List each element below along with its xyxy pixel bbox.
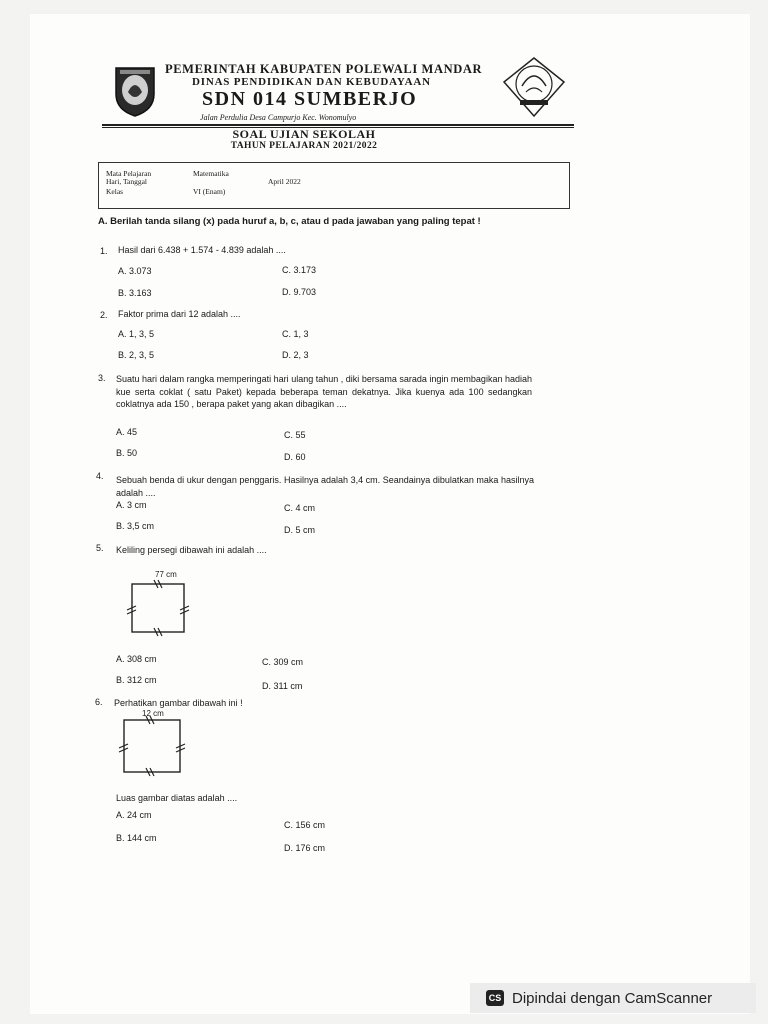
question-number: 1.	[100, 246, 108, 256]
option-b[interactable]: B. 50	[116, 448, 138, 458]
date-value: April 2022	[268, 177, 301, 186]
option-d[interactable]: D. 176 cm	[284, 843, 326, 853]
date-label: Hari, Tanggal	[106, 177, 147, 186]
letterhead-rule	[102, 124, 574, 126]
question-followup: Luas gambar diatas adalah ....	[116, 793, 238, 803]
question-text: Faktor prima dari 12 adalah ....	[118, 309, 241, 319]
option-c[interactable]: C. 156 cm	[284, 820, 326, 830]
question-text: Suatu hari dalam rangka memperingati hari ulang tahun , diki bersama sarada ingin membagikan hadiah kue serta coklat ( satu Paket) kepada beberapa teman dekatnya. Jika kuenya ada 100 sedangkan coklatnya ada 150 , berapa paket yang akan dibagikan ....	[116, 374, 532, 409]
section-a-instruction: A. Berilah tanda silang (x) pada huruf a, b, c, atau d pada jawaban yang paling tepat !	[98, 216, 481, 227]
exam-year: TAHUN PELAJARAN 2021/2022	[230, 141, 378, 151]
subject-label: Mata Pelajaran	[106, 169, 152, 178]
student-info-box	[98, 162, 570, 209]
question-text: Perhatikan gambar dibawah ini !	[114, 698, 243, 708]
option-b[interactable]: B. 2, 3, 5	[118, 350, 155, 360]
option-b[interactable]: B. 144 cm	[116, 833, 157, 843]
school-name: SDN 014 SUMBERJO	[202, 88, 418, 110]
figure-label-q6: 12 cm	[142, 709, 164, 718]
option-b[interactable]: B. 3.163	[118, 288, 152, 298]
option-c[interactable]: C. 55	[284, 430, 306, 440]
option-d[interactable]: D. 60	[284, 452, 306, 462]
question-number: 4.	[96, 471, 104, 481]
question-number: 5.	[96, 543, 104, 553]
subject-value: Matematika	[193, 169, 229, 178]
camscanner-text: Dipindai dengan CamScanner	[512, 989, 713, 1007]
option-b[interactable]: B. 312 cm	[116, 675, 157, 685]
class-label: Kelas	[106, 187, 124, 196]
tut-wuri-handayani-logo	[502, 56, 566, 118]
option-a[interactable]: A. 308 cm	[116, 654, 157, 664]
question-number: 2.	[100, 310, 108, 320]
option-a[interactable]: A. 3 cm	[116, 500, 147, 510]
option-c[interactable]: C. 4 cm	[284, 503, 316, 513]
letterhead-line1: PEMERINTAH KABUPATEN POLEWALI MANDAR	[165, 62, 483, 76]
option-d[interactable]: D. 5 cm	[284, 525, 316, 535]
option-a[interactable]: A. 1, 3, 5	[118, 329, 155, 339]
class-value: VI (Enam)	[193, 187, 226, 196]
option-d[interactable]: D. 9.703	[282, 287, 317, 297]
camscanner-logo-icon: CS	[486, 990, 504, 1006]
school-address: Jalan Perdulia Desa Campurjo Kec. Wonomulyo	[200, 113, 357, 122]
question-text: Hasil dari 6.438 + 1.574 - 4.839 adalah ....	[118, 245, 286, 255]
square-figure-q5	[120, 570, 200, 640]
option-a[interactable]: A. 45	[116, 427, 138, 437]
option-a[interactable]: A. 24 cm	[116, 810, 152, 820]
question-text: Sebuah benda di ukur dengan penggaris. Hasilnya adalah 3,4 cm. Seandainya dibulatkan maka hasilnya adalah ....	[116, 475, 534, 498]
option-b[interactable]: B. 3,5 cm	[116, 521, 155, 531]
question-number: 3.	[98, 373, 106, 383]
option-c[interactable]: C. 1, 3	[282, 329, 309, 339]
letterhead-line2: DINAS PENDIDIKAN DAN KEBUDAYAAN	[192, 76, 431, 88]
question-number: 6.	[95, 697, 103, 707]
regency-emblem-logo	[112, 64, 158, 118]
exam-title: SOAL UJIAN SEKOLAH	[232, 127, 376, 141]
option-c[interactable]: C. 309 cm	[262, 657, 304, 667]
question-text: Keliling persegi dibawah ini adalah ....	[116, 545, 267, 555]
figure-label-q5: 77 cm	[155, 570, 177, 579]
option-a[interactable]: A. 3.073	[118, 266, 152, 276]
option-d[interactable]: D. 2, 3	[282, 350, 309, 360]
square-figure-q6	[114, 714, 190, 778]
option-c[interactable]: C. 3.173	[282, 265, 317, 275]
camscanner-badge	[470, 983, 756, 1013]
option-d[interactable]: D. 311 cm	[262, 681, 303, 691]
